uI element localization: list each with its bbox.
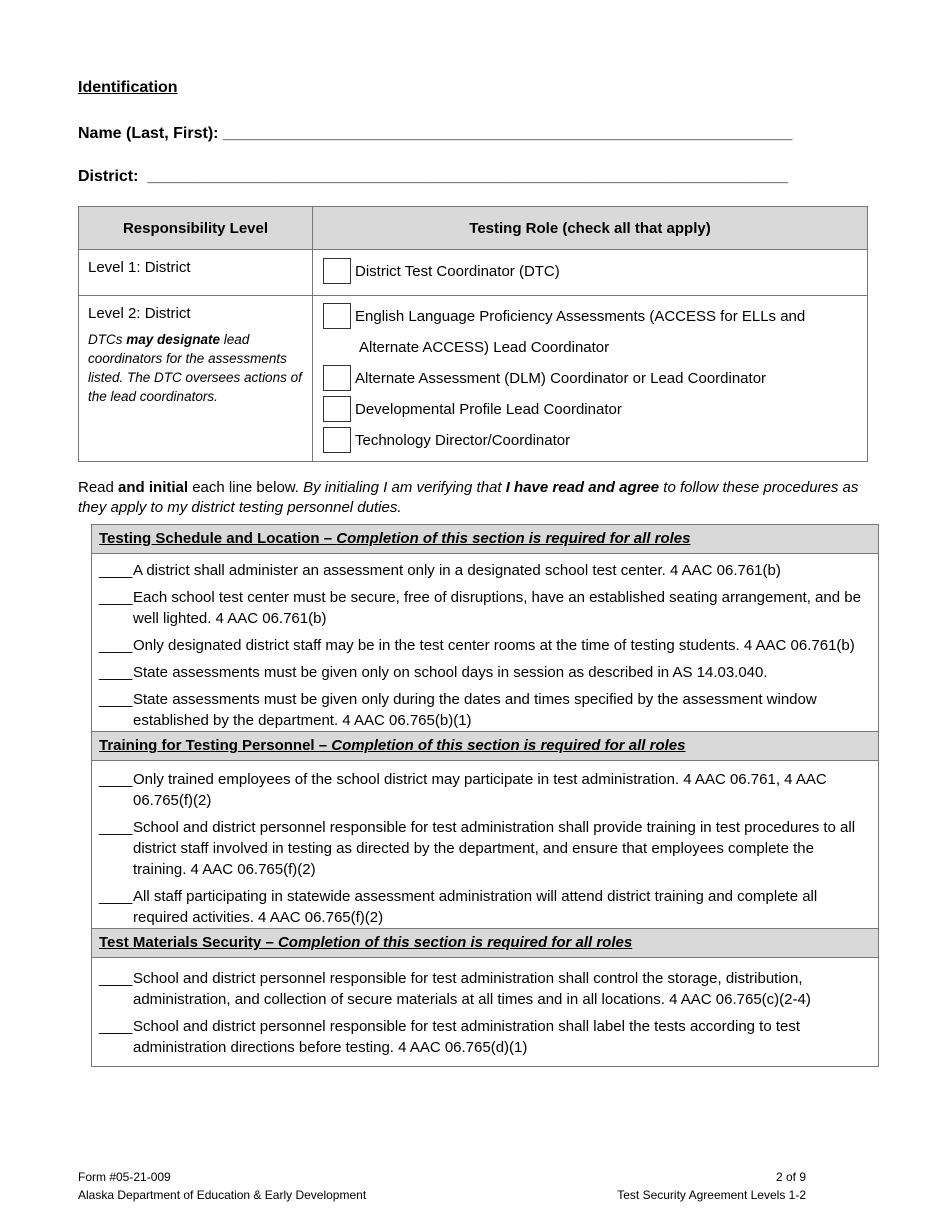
role-elp-label: English Language Proficiency Assessments (ACCESS for ELLs and [355,308,806,325]
section-schedule-body [92,554,878,731]
role-elp-checkbox[interactable] [323,303,351,329]
agreement-sections [91,524,879,1067]
section-training-heading: Training for Testing Personnel – Completion of this section is required for all roles [92,731,878,761]
agreement-item: ____ School and district personnel responsible for test administration shall label the tests according to test administration directions before testing. 4 AAC 06.765(d)(1) [99,1018,801,1056]
name-field[interactable] [78,125,792,143]
agreement-item: ____ A district shall administer an assessment only in a designated school test center. 4 AAC 06.761(b) [99,562,781,579]
section-materials-body [92,958,878,1066]
document-title: Test Security Agreement Levels 1-2 [617,1188,806,1202]
name-blank[interactable]: ________________________________________________________________ [222,125,793,142]
initial-blank[interactable]: ____ [99,888,133,905]
role-table-header [79,207,868,250]
name-label: Name (Last, First): [78,125,219,142]
role-developmental[interactable] [323,394,859,425]
section-schedule-heading: Testing Schedule and Location – Completion of this section is required for all roles [92,525,878,554]
level2-cell [79,296,313,462]
section-training-body [92,761,878,928]
initial-blank[interactable]: ____ [99,637,133,654]
agreement-item: ____ School and district personnel responsible for test administration shall provide training in test procedures to all district staff involved in testing as directed by the department, and ensure that employees complete the training. 4 AAC 06.765(f)(2) [99,819,856,878]
level1-roles [313,250,868,296]
initial-blank[interactable]: ____ [99,1018,133,1035]
level2-note: DTCs may designate lead coordinators for the assessments listed. The DTC oversees actions of the lead coordinators. [88,332,302,404]
initial-blank[interactable]: ____ [99,589,133,606]
agreement-item: ____ Only trained employees of the school district may participate in test administration. 4 AAC 06.761, 4 AAC 06.765(f)(2) [99,771,827,809]
footer-right [617,1168,806,1204]
role-elp-label-2: Alternate ACCESS) Lead Coordinator [359,339,610,356]
role-dtc[interactable] [323,256,859,287]
agreement-item: ____ School and district personnel responsible for test administration shall control the storage, distribution, administration, and collection of secure materials at all times and in all locations. 4 AAC 06.765(c)(2-4) [99,970,811,1008]
agreement-item: ____ All staff participating in statewide assessment administration will attend district training and complete all required activities. 4 AAC 06.765(f)(2) [99,888,818,926]
level1-title: Level 1: District [88,259,191,276]
agreement-item: ____ Only designated district staff may be in the test center rooms at the time of testing students. 4 AAC 06.761(b) [99,637,855,654]
footer-left [78,1168,366,1204]
instructions-paragraph: Read and initial each line below. By initialing I am verifying that I have read and agree to follow these procedures as they apply to my district testing personnel duties. [78,479,859,516]
section-materials-heading: Test Materials Security – Completion of this section is required for all roles [92,928,878,958]
role-elp[interactable] [323,301,859,332]
role-technology[interactable] [323,425,859,456]
role-technology-checkbox[interactable] [323,427,351,453]
role-alternate-checkbox[interactable] [323,365,351,391]
initial-blank[interactable]: ____ [99,771,133,788]
district-field[interactable] [78,168,788,186]
department-name: Alaska Department of Education & Early Development [78,1188,367,1202]
initial-blank[interactable]: ____ [99,970,133,987]
initial-blank[interactable]: ____ [99,562,133,579]
role-elp-continued [323,332,859,363]
level1-row [79,250,868,296]
district-label: District: [78,168,139,185]
form-number: Form #05-21-009 [78,1170,171,1184]
agreement-item: ____ State assessments must be given only on school days in session as described in AS 14.03.040. [99,664,768,681]
initial-blank[interactable]: ____ [99,691,133,708]
role-table [78,206,868,462]
role-developmental-label: Developmental Profile Lead Coordinator [355,401,622,418]
identification-heading: Identification [78,79,178,96]
level1-cell [79,250,313,296]
header-testing-role: Testing Role (check all that apply) [313,207,868,250]
header-responsibility-level: Responsibility Level [79,207,313,250]
level2-title: Level 2: District [88,305,191,322]
agreement-item: ____ State assessments must be given only during the dates and times specified by the assessment window established by the department. 4 AAC 06.765(b)(1) [99,691,817,729]
district-blank[interactable]: ________________________________________________________________________ [147,168,789,185]
page-number: 2 of 9 [775,1170,806,1184]
role-developmental-checkbox[interactable] [323,396,351,422]
role-dtc-checkbox[interactable] [323,258,351,284]
initial-blank[interactable]: ____ [99,664,133,681]
role-alternate-label: Alternate Assessment (DLM) Coordinator or Lead Coordinator [355,370,767,387]
agreement-item: ____ Each school test center must be secure, free of disruptions, have an established seating arrangement, and be well lighted. 4 AAC 06.761(b) [99,589,861,627]
level2-roles [313,296,868,462]
level2-row [79,296,868,462]
role-dtc-label: District Test Coordinator (DTC) [355,263,560,280]
role-technology-label: Technology Director/Coordinator [355,432,571,449]
role-alternate[interactable] [323,363,859,394]
initial-blank[interactable]: ____ [99,819,133,836]
